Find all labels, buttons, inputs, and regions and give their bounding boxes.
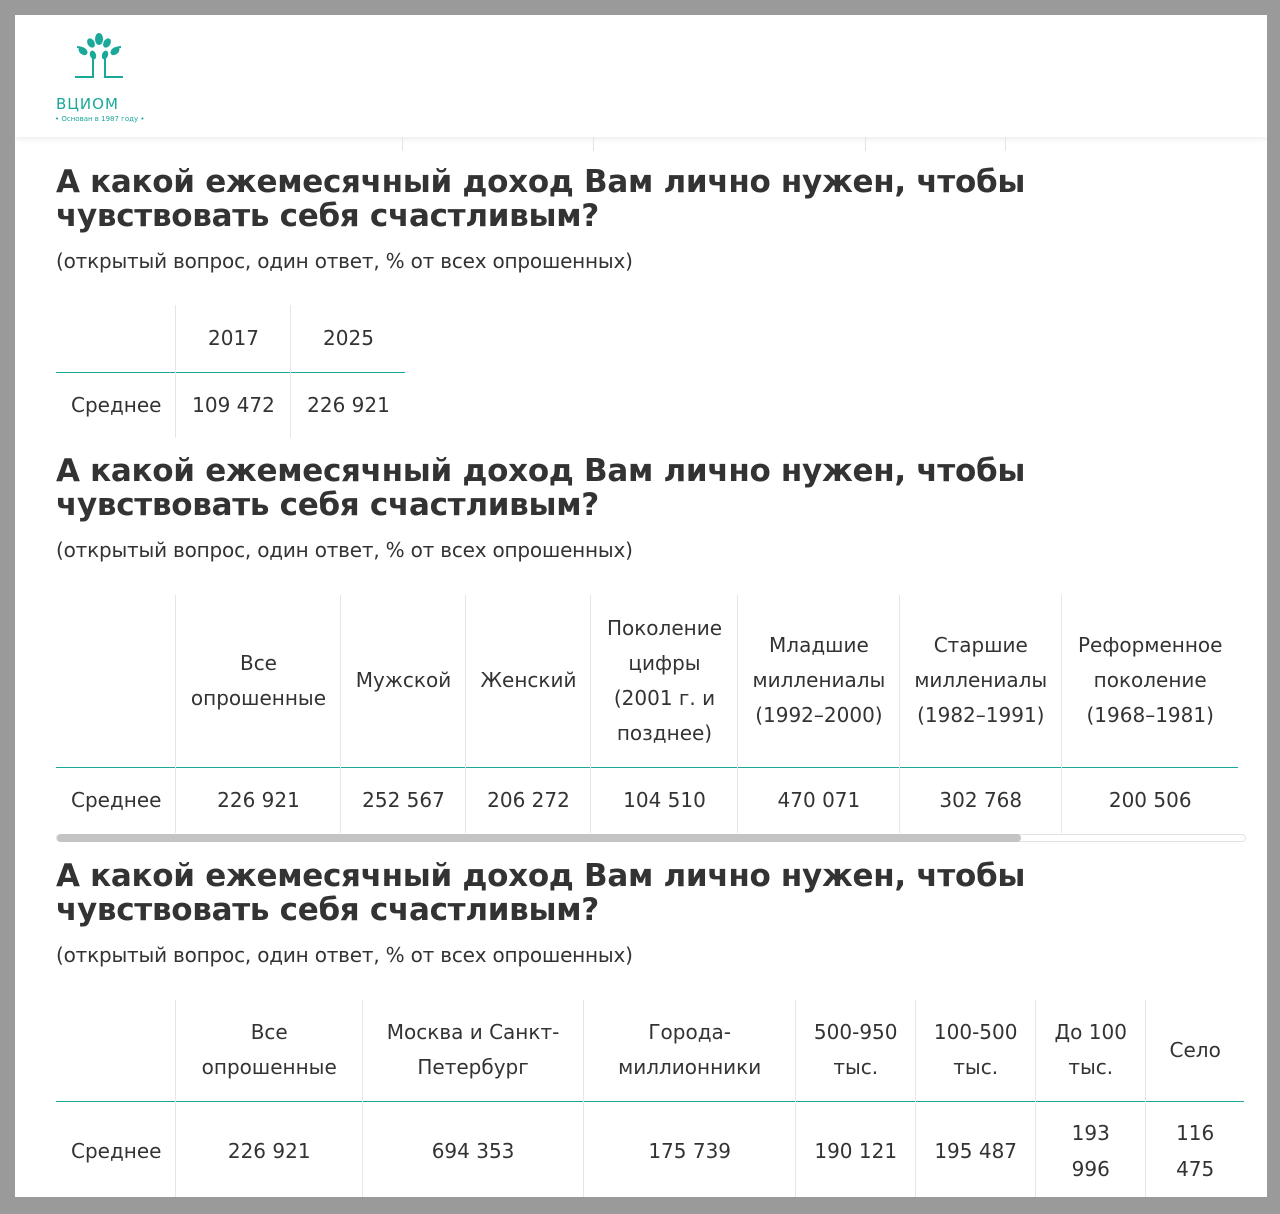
table-header-cell: 100-500 тыс.	[916, 1000, 1036, 1101]
table-header-cell: 500-950 тыс.	[796, 1000, 916, 1101]
logo-tagline: • Основан в 1987 году •	[55, 115, 145, 123]
table-header-cell: 2017	[176, 305, 291, 372]
table-cell: 226 921	[176, 767, 341, 833]
table-cell: 190 121	[796, 1101, 916, 1197]
survey-section-demographics	[56, 454, 1244, 562]
table-cell: 302 768	[900, 767, 1062, 833]
question-title: А какой ежемесячный доход Вам лично нужен, чтобы чувствовать себя счастливым?	[56, 164, 1026, 234]
table-cell: 226 921	[176, 1101, 362, 1197]
table-header-cell	[56, 595, 176, 767]
table-header-row	[56, 595, 1238, 767]
table-cell: 195 487	[916, 1101, 1036, 1197]
question-subtitle: (открытый вопрос, один ответ, % от всех опрошенных)	[56, 249, 633, 273]
tree-logo-icon	[53, 33, 153, 95]
question-subtitle: (открытый вопрос, один ответ, % от всех опрошенных)	[56, 538, 633, 562]
table-header-cell: Мужской	[341, 595, 466, 767]
nav-divider	[593, 137, 594, 151]
table-header-cell: Село	[1146, 1000, 1244, 1101]
row-label: Среднее	[71, 788, 162, 813]
survey-section-settlement	[56, 859, 1244, 967]
logo-wordmark: ВЦИОМ	[56, 95, 119, 113]
table-cell: 200 506	[1062, 767, 1239, 833]
row-label: Среднее	[71, 393, 162, 418]
table-header-cell: Младшие миллениалы (1992–2000)	[738, 595, 900, 767]
table-header-cell: Женский	[466, 595, 591, 767]
table-cell: 193 996	[1036, 1101, 1146, 1197]
table-header-cell: Реформенное поколение (1968–1981)	[1062, 595, 1239, 767]
question-subtitle: (открытый вопрос, один ответ, % от всех опрошенных)	[56, 943, 633, 967]
page-frame	[15, 15, 1267, 1197]
table-header-cell: Старшие миллениалы (1982–1991)	[900, 595, 1062, 767]
vciom-logo[interactable]	[53, 33, 153, 123]
table-horizontal-scrollbar[interactable]	[56, 834, 1246, 842]
table-cell: 116 475	[1146, 1101, 1244, 1197]
table-header-cell: 2025	[291, 305, 406, 372]
table-header-cell: До 100 тыс.	[1036, 1000, 1146, 1101]
nav-divider	[865, 137, 866, 151]
survey-section-years	[56, 165, 1244, 273]
table-cell: 470 071	[738, 767, 900, 833]
row-label: Среднее	[71, 1139, 162, 1164]
site-header	[15, 15, 1267, 137]
table-header-cell	[56, 305, 176, 372]
table-header-row	[56, 305, 405, 372]
table-cell: 104 510	[591, 767, 738, 833]
table-row	[56, 1101, 1244, 1197]
table-header-cell: Поколение цифры (2001 г. и позднее)	[591, 595, 738, 767]
results-table-settlement	[56, 1000, 1244, 1197]
table-header-cell	[56, 1000, 176, 1101]
results-table-years	[56, 305, 405, 438]
table-header-cell: Москва и Санкт-Петербург	[362, 1000, 583, 1101]
table-header-row	[56, 1000, 1244, 1101]
table-header-cell: Города-миллионники	[584, 1000, 796, 1101]
table-row	[56, 767, 1238, 833]
results-table-demographics	[56, 595, 1238, 833]
table-cell: 252 567	[341, 767, 466, 833]
question-title: А какой ежемесячный доход Вам лично нужен, чтобы чувствовать себя счастливым?	[56, 453, 1026, 523]
table-cell: 206 272	[466, 767, 591, 833]
table-cell: 109 472	[176, 372, 291, 438]
table-header-cell: Все опрошенные	[176, 1000, 362, 1101]
table-header-cell: Все опрошенные	[176, 595, 341, 767]
nav-divider	[402, 137, 403, 151]
table-cell: 226 921	[291, 372, 406, 438]
table-row	[56, 372, 405, 438]
table-cell: 175 739	[584, 1101, 796, 1197]
table-cell: 694 353	[362, 1101, 583, 1197]
scrollbar-thumb[interactable]	[57, 834, 1021, 842]
nav-divider	[1005, 137, 1006, 151]
question-title: А какой ежемесячный доход Вам лично нужен, чтобы чувствовать себя счастливым?	[56, 858, 1026, 928]
